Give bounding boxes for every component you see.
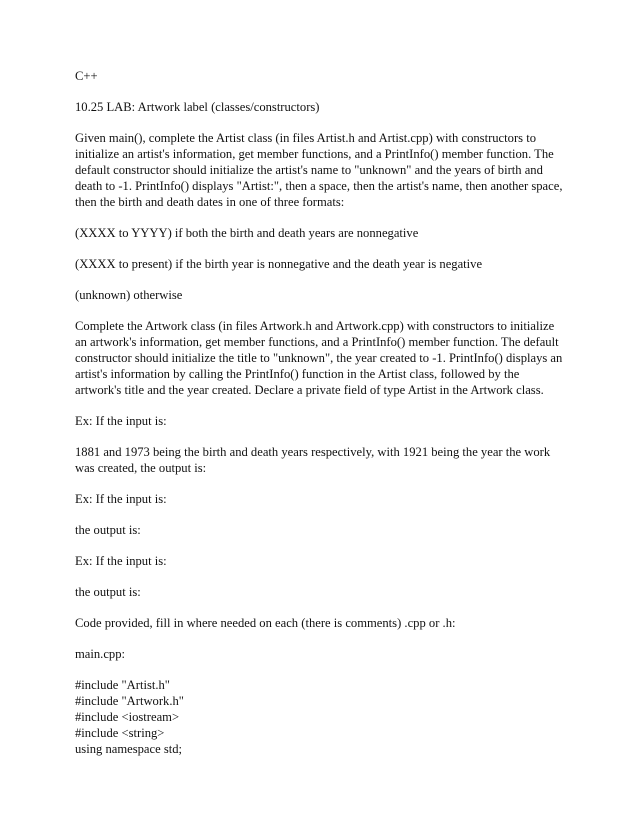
format-option-present: (XXXX to present) if the birth year is nonnegative and the death year is negative [75, 257, 483, 271]
code-provided-instructions: Code provided, fill in where needed on each (there is comments) .cpp or .h: [75, 616, 456, 630]
document-body [75, 68, 565, 757]
example-2-output-label: the output is: [75, 523, 141, 537]
lab-title: 10.25 LAB: Artwork label (classes/constructors) [75, 100, 320, 114]
code-line: #include <string> [75, 726, 165, 740]
language-heading: C++ [75, 69, 98, 83]
main-cpp-label: main.cpp: [75, 647, 126, 661]
example-3-output-label: the output is: [75, 585, 141, 599]
code-line: #include "Artwork.h" [75, 694, 184, 708]
example-2-input-label: Ex: If the input is: [75, 492, 167, 506]
format-option-both-years: (XXXX to YYYY) if both the birth and death years are nonnegative [75, 226, 419, 240]
artist-class-description: Given main(), complete the Artist class (in files Artist.h and Artist.cpp) with constructors to initialize an artist's information, get member functions, and a PrintInfo() member function. The default constructor should initialize the artist's name to "unknown" and the years of birth and death to -1. PrintInfo() displays "Artist:", then a space, then the artist's name, then another space, then the birth and death dates in one of three formats: [75, 131, 563, 209]
example-3-input-label: Ex: If the input is: [75, 554, 167, 568]
main-cpp-code-block [75, 677, 565, 757]
example-1-explanation: 1881 and 1973 being the birth and death years respectively, with 1921 being the year the work was created, the output is: [75, 445, 551, 475]
format-option-unknown: (unknown) otherwise [75, 288, 183, 302]
code-line: using namespace std; [75, 742, 183, 756]
code-line: #include <iostream> [75, 710, 180, 724]
artwork-class-description: Complete the Artwork class (in files Artwork.h and Artwork.cpp) with constructors to initialize an artwork's information, get member functions, and a PrintInfo() member function. The default constructor should initialize the title to "unknown", the year created to -1. PrintInfo() displays an artist's information by calling the PrintInfo() function in the Artist class, followed by the artwork's title and the year created. Declare a private field of type Artist in the Artwork class. [75, 319, 563, 397]
code-line: #include "Artist.h" [75, 678, 170, 692]
example-1-input-label: Ex: If the input is: [75, 414, 167, 428]
